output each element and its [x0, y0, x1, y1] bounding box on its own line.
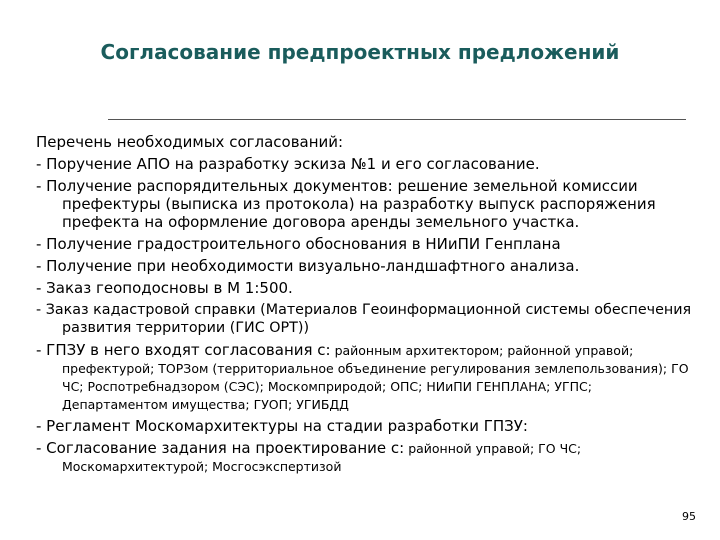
- item-text: - Получение градостроительного обоснования в НИиПИ Генплана: [36, 235, 561, 253]
- list-item: [36, 417, 696, 435]
- list-intro: Перечень необходимых согласований:: [36, 133, 344, 151]
- list-item: [36, 301, 696, 337]
- list-item: [36, 155, 696, 173]
- slide-body: [36, 133, 696, 479]
- item-detail-text: районным архитектором; районной управой; префектурой; ТОРЗом (территориальное объединение регулирования землепользования); ГО ЧС; Роспотребнадзором (СЭС); Москомприродой; ОПС; НИиПИ ГЕНПЛАНА; УГПС; Департаментом имущества; ГУОП; УГИБДД: [62, 343, 689, 412]
- item-text: - ГПЗУ в него входят согласования с:: [36, 341, 331, 359]
- list-item: [36, 257, 696, 275]
- slide-title: Согласование предпроектных предложений: [100, 40, 620, 64]
- list-item: [36, 279, 696, 297]
- item-text: - Заказ кадастровой справки (Материалов Геоинформационной системы обеспечения развития территории (ГИС ОРТ)): [36, 302, 692, 336]
- item-text: - Заказ геоподосновы в М 1:500.: [36, 279, 293, 297]
- item-text: - Получение распорядительных документов: решение земельной комиссии префектуры (выписка из протокола) на разработку выпуск распоряжения префекта на оформление договора аренды земельного участка.: [36, 177, 656, 231]
- list-item: [36, 235, 696, 253]
- item-detail-text: районной управой; ГО ЧС; Москомархитектурой; Мосгосэкспертизой: [62, 441, 582, 474]
- item-text: - Согласование задания на проектирование с:: [36, 439, 405, 457]
- list-item: [36, 341, 696, 413]
- item-text: - Получение при необходимости визуально-ландшафтного анализа.: [36, 257, 580, 275]
- page-number: 95: [682, 510, 696, 523]
- list-item: [36, 439, 696, 475]
- item-text: - Регламент Москомархитектуры на стадии разработки ГПЗУ:: [36, 417, 528, 435]
- item-text: - Поручение АПО на разработку эскиза №1 и его согласование.: [36, 155, 540, 173]
- title-divider: [108, 119, 686, 120]
- list-item: [36, 177, 696, 231]
